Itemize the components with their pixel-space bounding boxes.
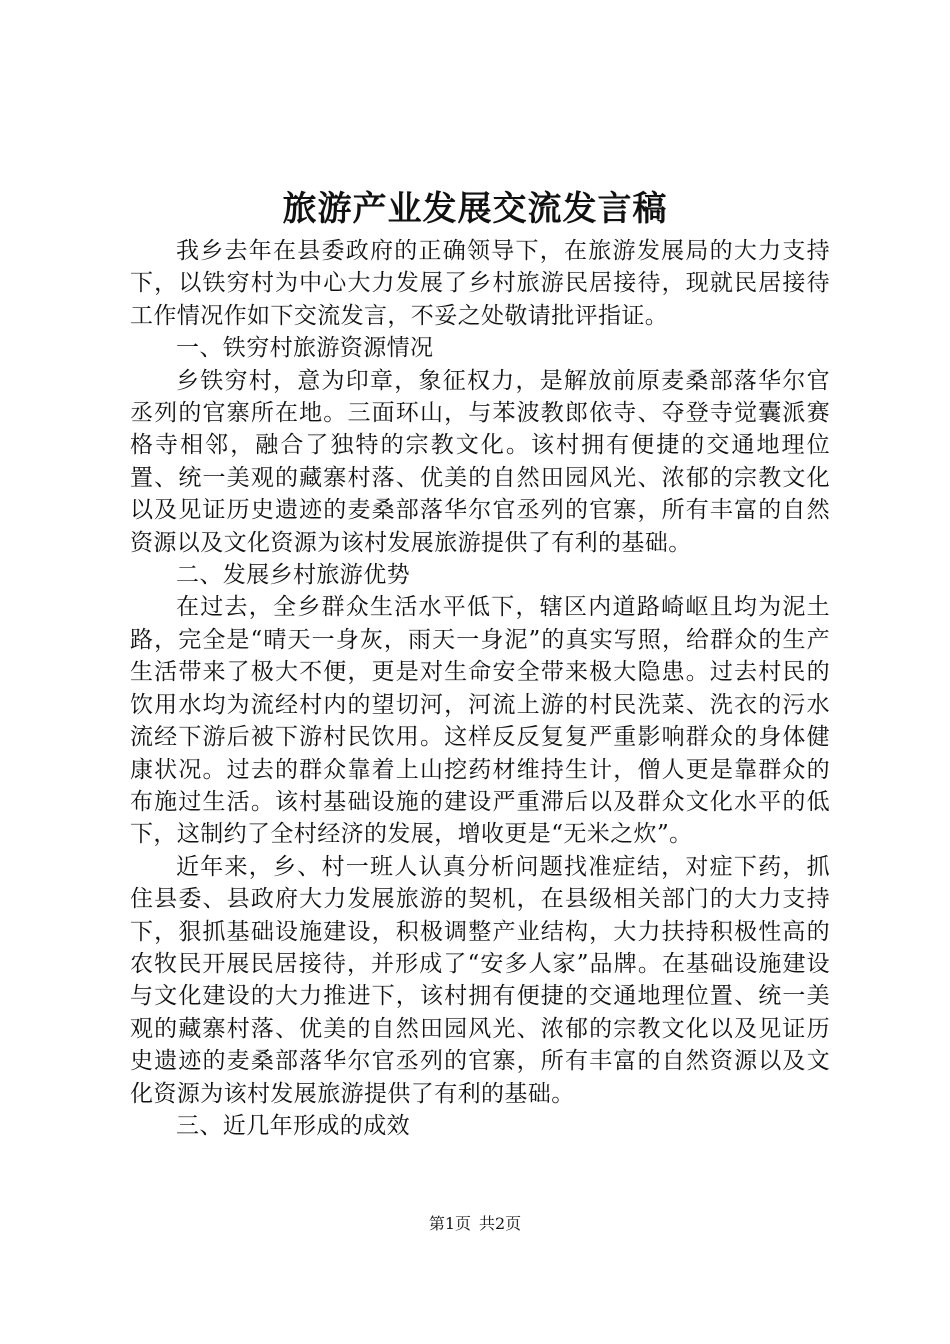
paragraph-recent: 近年来，乡、村一班人认真分析问题找准症结，对症下药，抓住县委、县政府大力发展旅游的契机，在县级相关部门的大力支持下，狠抓基础设施建设，积极调整产业结构，大力扶持积极性高的农牧民开展民居接待，并形成了“安多人家”品牌。在基础设施建设与文化建设的大力推进下，该村拥有便捷的交通地理位置、统一美观的藏寨村落、优美的自然田园风光、浓郁的宗教文化以及见证历史遗迹的麦桑部落华尔官丞列的官寨，所有丰富的自然资源以及文化资源为该村发展旅游提供了有利的基础。 [130,853,830,1107]
section-heading-2: 二、发展乡村旅游优势 [176,562,410,589]
page-number: 第1页 [428,1214,471,1233]
page-footer [0,1212,950,1236]
paragraph-past: 在过去，全乡群众生活水平低下，辖区内道路崎岖且均为泥土路，完全是“晴天一身灰，雨天一身泥”的真实写照，给群众的生产生活带来了极大不便，更是对生命安全带来极大隐患。过去村民的饮用水均为流经村内的望切河，河流上游的村民洗菜、洗衣的污水流经下游后被下游村民饮用。这样反反复复严重影响群众的身体健康状况。过去的群众靠着上山挖药材维持生计，僧人更是靠群众的布施过生活。该村基础设施的建设严重滞后以及群众文化水平的低下，这制约了全村经济的发展，增收更是“无米之炊”。 [130,594,830,848]
paragraph-intro: 我乡去年在县委政府的正确领导下，在旅游发展局的大力支持下，以铁穷村为中心大力发展了乡村旅游民居接待，现就民居接待工作情况作如下交流发言，不妥之处敬请批评指证。 [130,238,830,329]
section-heading-3: 三、近几年形成的成效 [176,1112,410,1139]
section-heading-1: 一、铁穷村旅游资源情况 [176,335,434,362]
page-total: 共2页 [479,1214,522,1233]
document-body [130,235,830,1142]
paragraph-resources: 乡铁穷村，意为印章，象征权力，是解放前原麦桑部落华尔官丞列的官寨所在地。三面环山，与苯波教郎依寺、夺登寺觉囊派赛格寺相邻，融合了独特的宗教文化。该村拥有便捷的交通地理位置、统一美观的藏寨村落、优美的自然田园风光、浓郁的宗教文化以及见证历史遗迹的麦桑部落华尔官丞列的官寨，所有丰富的自然资源以及文化资源为该村发展旅游提供了有利的基础。 [130,367,830,556]
document-title: 旅游产业发展交流发言稿 [282,189,668,229]
